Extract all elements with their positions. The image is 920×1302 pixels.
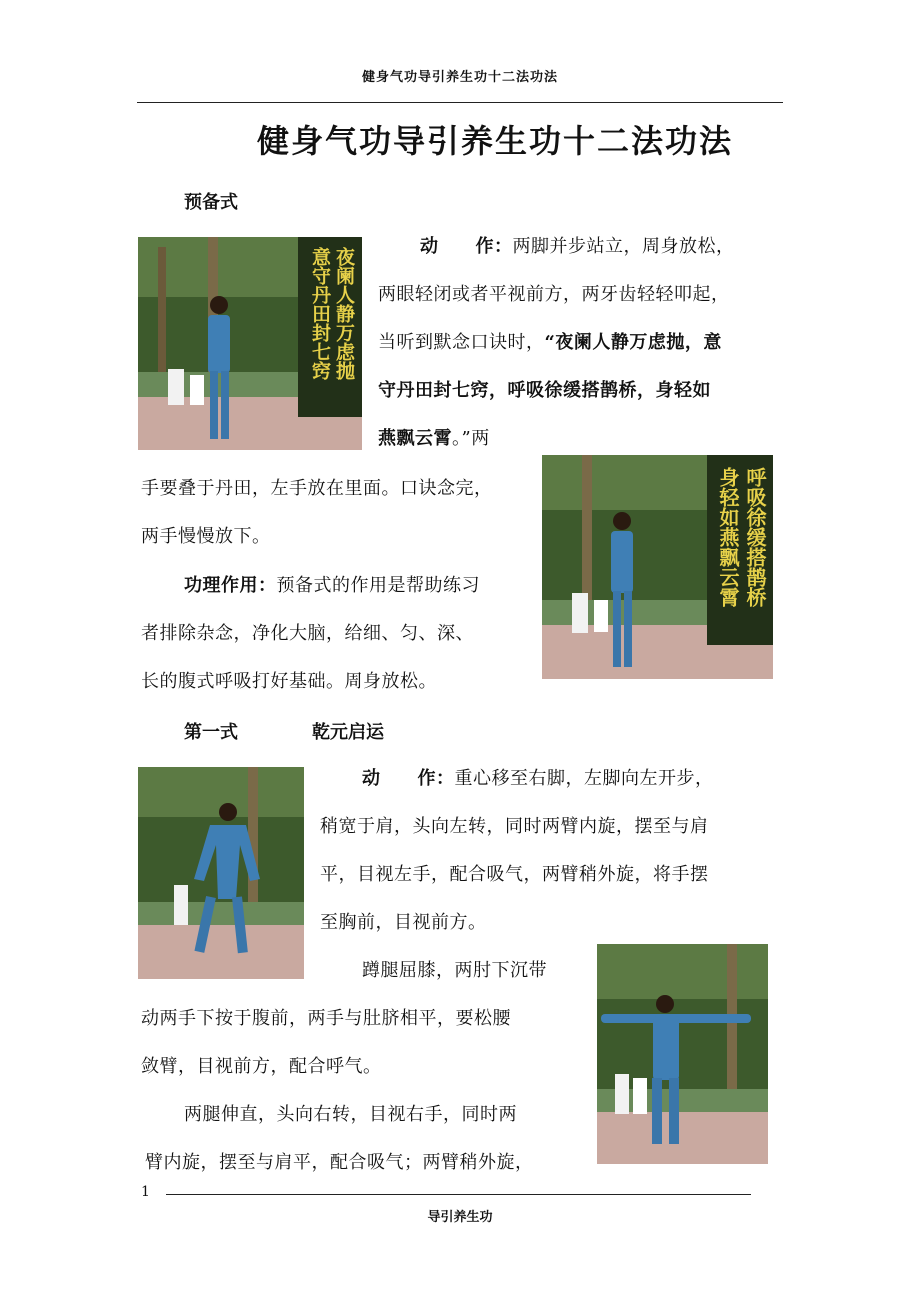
form1-line-2: 稍宽于肩，头向左转，同时两臂内旋，摆至与肩 (320, 816, 709, 837)
prep-effect-line-2: 者排除杂念，净化大脑，给细、匀、深、 (141, 623, 474, 644)
section-heading-form1-num: 第一式 (184, 722, 238, 743)
prep-line-1 (420, 223, 735, 271)
prep-chant-end: 燕飘云霄 (378, 428, 452, 449)
page-number: 1 (141, 1184, 150, 1200)
prep-line-2: 两眼轻闭或者平视前方，两牙齿轻轻叩起， (378, 284, 730, 305)
prep-line-5 (378, 415, 490, 463)
form1-line-4: 至胸前，目视前方。 (320, 912, 487, 933)
form1-line-6: 动两手下按于腹前，两手与肚脐相平，要松腰 (141, 1008, 511, 1029)
photo1-caption-col1: 夜阑人静万虑抛 (333, 247, 355, 380)
prep-line-3a: 当听到默念口诀时， (378, 332, 545, 353)
prep-effect-line-1 (184, 562, 480, 610)
prep-effect-label: 功理作用： (184, 575, 277, 596)
prep-line-3 (378, 319, 722, 367)
photo-prep-2 (542, 455, 773, 679)
photo2-caption-col2: 身轻如燕飘云霄 (716, 467, 740, 607)
section-heading-prep: 预备式 (184, 192, 238, 213)
prep-chant-start: “夜阑人静万虑抛，意 (544, 332, 722, 353)
prep-action-label: 动 作： (420, 236, 513, 257)
form1-line-5: 蹲腿屈膝，两肘下沉带 (362, 960, 547, 981)
photo-form1-1 (138, 767, 304, 979)
prep-action-text-1: 两脚并步站立，周身放松， (512, 236, 735, 257)
form1-line-3: 平，目视左手，配合吸气，两臂稍外旋，将手摆 (320, 864, 709, 885)
photo-form1-2 (597, 944, 768, 1164)
form1-action-label: 动 作： (362, 768, 455, 789)
photo2-caption-col1: 呼吸徐缓搭鹊桥 (743, 467, 767, 607)
prep-line-5b: 。”两 (452, 428, 490, 449)
photo1-caption-col2: 意守丹田封七窍 (309, 247, 331, 380)
running-header: 健身气功导引养生功十二法功法 (361, 70, 558, 85)
prep-line-4: 守丹田封七窍，呼吸徐缓搭鹊桥，身轻如 (378, 380, 711, 401)
footer-rule (166, 1194, 751, 1195)
form1-line-9: 臂内旋，摆至与肩平，配合吸气；两臂稍外旋， (145, 1152, 534, 1173)
form1-line-8: 两腿伸直，头向右转，目视右手，同时两 (184, 1104, 517, 1125)
prep-effect-line-3: 长的腹式呼吸打好基础。周身放松。 (141, 671, 437, 692)
running-footer: 导引养生功 (427, 1210, 493, 1225)
form1-line-7: 敛臂，目视前方，配合呼气。 (141, 1056, 382, 1077)
photo-prep-1 (138, 237, 362, 450)
prep-effect-text-1: 预备式的作用是帮助练习 (276, 575, 480, 596)
form1-action-text-1: 重心移至右脚，左脚向左开步， (454, 768, 714, 789)
section-heading-form1-name: 乾元启运 (312, 722, 384, 743)
document-title: 健身气功导引养生功十二法功法 (256, 122, 733, 160)
prep-line-7: 两手慢慢放下。 (141, 526, 271, 547)
header-rule (137, 102, 783, 103)
prep-line-6: 手要叠于丹田，左手放在里面。口诀念完， (141, 478, 493, 499)
form1-line-1 (362, 755, 714, 803)
